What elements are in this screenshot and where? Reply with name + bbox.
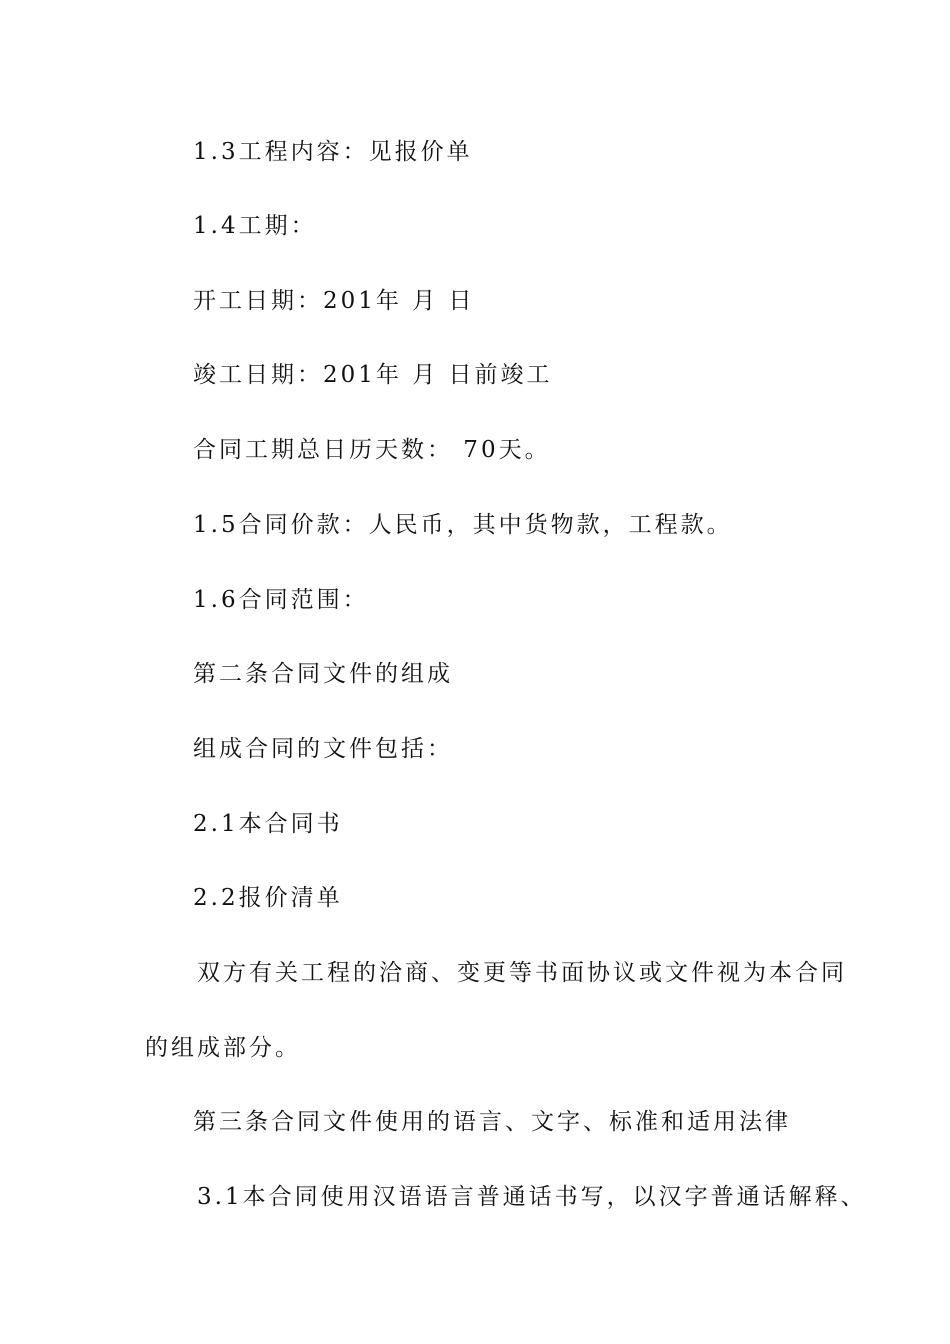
- clause-3-1: 3.1本合同使用汉语语言普通话书写，以汉字普通话解释、: [197, 1184, 867, 1210]
- contract-documents-intro: 组成合同的文件包括：: [193, 736, 453, 762]
- clause-2-2: 2.2报价清单: [193, 885, 343, 911]
- clause-1-6-contract-scope: 1.6合同范围：: [193, 587, 369, 613]
- article-2-heading: 第二条合同文件的组成: [193, 661, 453, 687]
- completion-date-line: 竣工日期：201年 月 日前竣工: [193, 362, 553, 388]
- clause-1-4-duration: 1.4工期：: [193, 213, 317, 239]
- article-3-heading: 第三条合同文件使用的语言、文字、标准和适用法律: [193, 1109, 791, 1135]
- clause-2-1: 2.1本合同书: [193, 811, 343, 837]
- paragraph-line-2: 的组成部分。: [145, 1035, 301, 1061]
- clause-1-3-work-content: 1.3工程内容：见报价单: [193, 139, 473, 165]
- total-calendar-days-line: 合同工期总日历天数： 70天。: [193, 437, 551, 463]
- clause-1-5-contract-price: 1.5合同价款：人民币，其中货物款，工程款。: [193, 512, 733, 538]
- start-date-line: 开工日期：201年 月 日: [193, 288, 475, 314]
- paragraph-line-1: 双方有关工程的洽商、变更等书面协议或文件视为本合同: [197, 960, 847, 986]
